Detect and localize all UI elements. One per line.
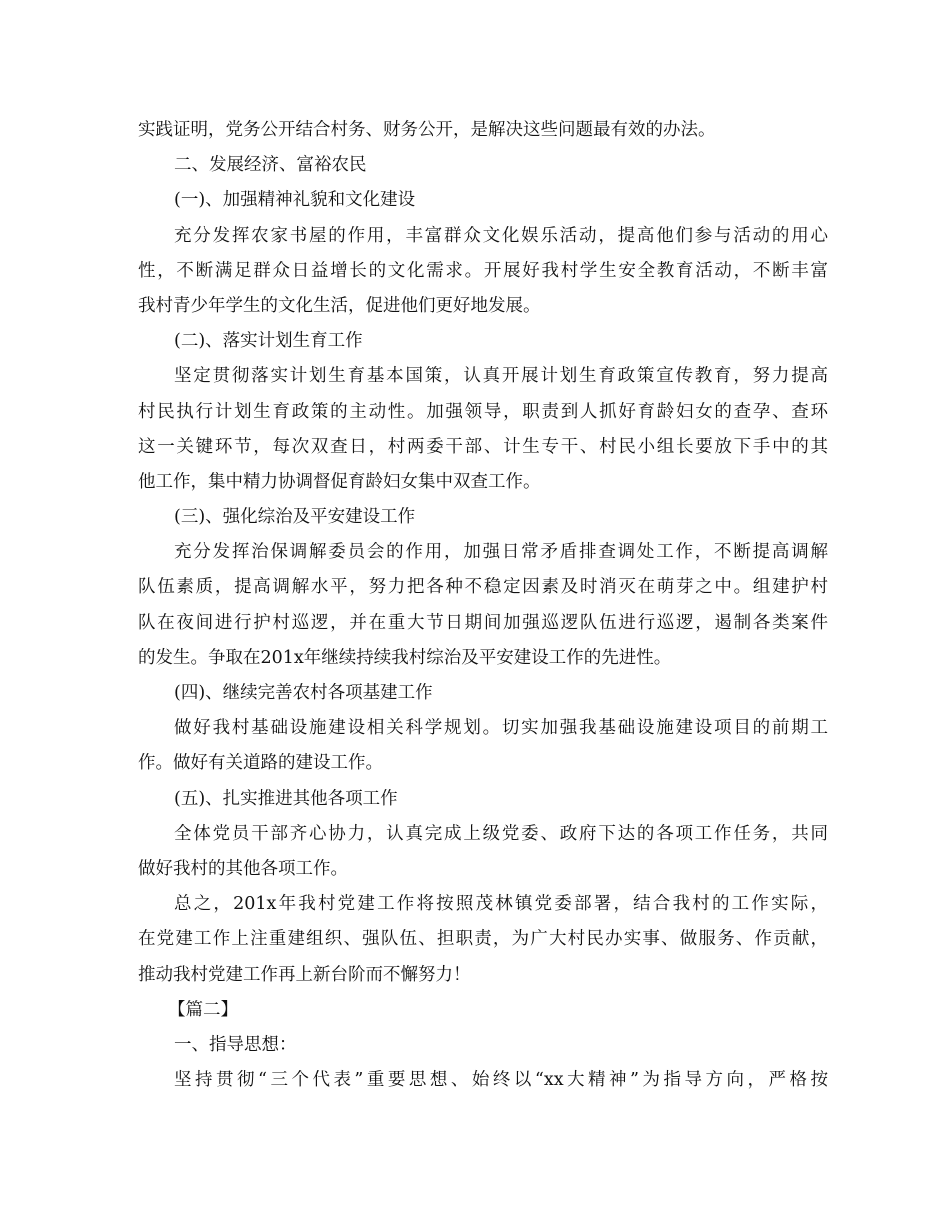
paragraph-line: 二、发展经济、富裕农民 xyxy=(174,155,367,176)
paragraph-line: (四)、继续完善农村各项基建工作 xyxy=(174,683,433,703)
paragraph-line: 坚持贯彻“三个代表”重要思想、始终以“xx大精神”为指导方向，严格按 xyxy=(174,1070,828,1091)
paragraph-line: 【篇二】 xyxy=(168,999,238,1020)
paragraph-line: (三)、强化综治及平安建设工作 xyxy=(174,507,416,528)
paragraph-line: 推动我村党建工作再上新台阶而不懈努力！ xyxy=(138,964,471,985)
paragraph-line: 做好我村的其他各项工作。 xyxy=(138,858,348,879)
paragraph-line: (五)、扎实推进其他各项工作 xyxy=(174,788,398,809)
paragraph-line: 队伍素质，提高调解水平，努力把各种不稳定因素及时消灭在萌芽之中。组建护村 xyxy=(138,577,828,598)
paragraph-line: 充分发挥治保调解委员会的作用，加强日常矛盾排查调处工作，不断提高调解 xyxy=(174,542,828,563)
paragraph-line: 一、指导思想： xyxy=(174,1034,297,1055)
paragraph-line: 的发生。争取在201x年继续持续我村综治及平安建设工作的先进性。 xyxy=(138,647,672,668)
paragraph-line: 总之，201x年我村党建工作将按照茂林镇党委部署，结合我村的工作实际， xyxy=(174,894,828,915)
paragraph-line: 村民执行计划生育政策的主动性。加强领导，职责到人抓好育龄妇女的查孕、查环 xyxy=(138,401,828,422)
paragraph-line: 充分发挥农家书屋的作用，丰富群众文化娱乐活动，提高他们参与活动的用心 xyxy=(174,225,828,246)
paragraph-line: 队在夜间进行护村巡逻，并在重大节日期间加强巡逻队伍进行巡逻，遏制各类案件 xyxy=(138,612,828,633)
paragraph-line: 我村青少年学生的文化生活，促进他们更好地发展。 xyxy=(138,295,541,316)
paragraph-line: 全体党员干部齐心协力，认真完成上级党委、政府下达的各项工作任务，共同 xyxy=(174,823,828,844)
paragraph-line: 他工作，集中精力协调督促育龄妇女集中双查工作。 xyxy=(138,471,541,492)
paragraph-line: 坚定贯彻落实计划生育基本国策，认真开展计划生育政策宣传教育，努力提高 xyxy=(174,366,828,387)
document-body xyxy=(138,113,828,1098)
paragraph-line: (一)、加强精神礼貌和文化建设 xyxy=(174,190,416,211)
paragraph-line: 这一关键环节，每次双查日，村两委干部、计生专干、村民小组长要放下手中的其 xyxy=(138,436,828,457)
paragraph-line: (二)、落实计划生育工作 xyxy=(174,331,363,352)
paragraph-line: 在党建工作上注重建组织、强队伍、担职责，为广大村民办实事、做服务、作贡献， xyxy=(138,929,828,950)
paragraph-line: 实践证明，党务公开结合村务、财务公开，是解决这些问题最有效的办法。 xyxy=(138,120,716,140)
paragraph-line: 作。做好有关道路的建设工作。 xyxy=(138,753,383,774)
paragraph-line: 做好我村基础设施建设相关科学规划。切实加强我基础设施建设项目的前期工 xyxy=(174,718,828,739)
paragraph-line: 性，不断满足群众日益增长的文化需求。开展好我村学生安全教育活动，不断丰富 xyxy=(138,260,828,281)
